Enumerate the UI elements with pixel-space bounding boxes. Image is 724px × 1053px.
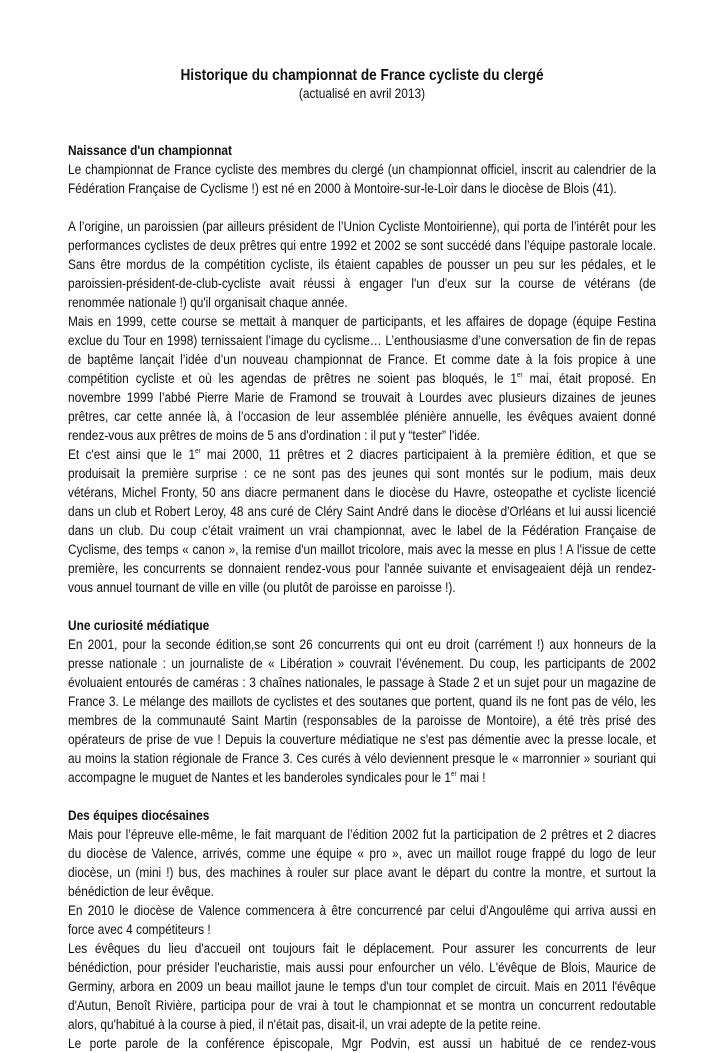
text-line [68, 711, 656, 730]
text-line [68, 179, 656, 198]
text-line-content: dans un club. Du coup c'était vraiment un vrai championnat, avec le label de la Fédération Française de [68, 523, 657, 538]
section [68, 141, 656, 597]
text-line [68, 407, 656, 426]
text-line-content: du diocèse de Valence, arrivés, comme une équipe « pro », avec un maillot rouge frappé du logo de leur [68, 846, 657, 861]
text-line-content: vous annuel tournant de ville en ville (ou plutôt de paroisse en paroisse !). [68, 580, 456, 595]
text-line [68, 673, 656, 692]
text-line [68, 635, 656, 654]
text-line [68, 217, 656, 236]
text-line [68, 882, 656, 901]
paragraph [68, 312, 656, 445]
text-line-content: A l’origine, un paroissien (par ailleurs président de l’Union Cycliste Montoirienne), qui porta de l’intérêt pour les [68, 219, 657, 234]
text-line [68, 1015, 656, 1034]
text-line-content: produisait la première surprise : ce ne sont pas des jeunes qui sont montés sur le podium, mais deux [68, 466, 656, 481]
section-heading: Des équipes diocésaines [68, 808, 210, 823]
text-line-content: d'Autun, Benoît Rivière, participa pour de vrai à tout le championnat et se montra un concurrent redoutable [68, 998, 657, 1013]
text-line-content: renommée nationale !) qu'il organisait chaque année. [68, 295, 348, 310]
text-line [68, 920, 656, 939]
text-line-content: accompagne le muguet de Nantes et les banderoles syndicales pour le 1er mai ! [68, 770, 486, 785]
text-line [68, 958, 656, 977]
text-line [68, 540, 656, 559]
paragraph [68, 825, 656, 901]
text-line [68, 863, 656, 882]
paragraph [68, 901, 656, 939]
paragraph [68, 217, 656, 312]
text-line-content: prêtres, car cette année là, à l’occasion de leur assemblée plénière annuelle, les évêques avaient donné [68, 409, 657, 424]
superscript: er [451, 771, 457, 778]
text-line-content: Mais pour l’épreuve elle-même, le fait marquant de l’édition 2002 fut la participation de 2 prêtres et 2 diacres [68, 827, 657, 842]
text-line [68, 521, 656, 540]
text-line [68, 255, 656, 274]
text-line [68, 939, 656, 958]
text-line-content: bénédiction, pour présider l'eucharistie, mais aussi pour enfourcher un vélo. L'évêque de Blois, Maurice de [68, 960, 656, 975]
text-line-content: opérateurs de prise de vue ! Depuis la couverture médiatique ne s'est pas démentie avec la presse locale, et [68, 732, 657, 747]
text-line-content: Et c'est ainsi que le 1er mai 2000, 11 prêtres et 2 diacres participaient à la première édition, et que se [68, 447, 657, 462]
section-heading: Naissance d'un championnat [68, 143, 232, 158]
text-line [68, 464, 656, 483]
text-line [68, 768, 656, 787]
text-line [68, 445, 656, 464]
spacer [68, 103, 656, 141]
text-line [68, 825, 656, 844]
paragraph [68, 1034, 656, 1053]
text-line-content: Mais en 1999, cette course se mettait à manquer de participants, et les affaires de dopage (équipe Festina [68, 314, 656, 329]
text-line [68, 483, 656, 502]
spacer [68, 198, 656, 217]
section [68, 787, 656, 1053]
text-line [68, 559, 656, 578]
paragraph [68, 445, 656, 597]
text-line-content: vétérans, Michel Fronty, 50 ans diacre permanent dans le diocèse du Havre, osteopathe et cycliste licencié [68, 485, 657, 500]
text-line-content: France 3. Le mélange des maillots de cyclistes et des soutanes que portent, quand ils ne font pas de vélo, les [68, 694, 657, 709]
document-body [68, 141, 656, 1053]
text-line [68, 996, 656, 1015]
text-line [68, 977, 656, 996]
text-line-content: dans un club et Robert Leroy, 48 ans curé de Cléry Saint André dans le diocèse d'Orléans et lui aussi licencié [68, 504, 657, 519]
text-line [68, 844, 656, 863]
text-line [68, 293, 656, 312]
text-line [68, 502, 656, 521]
text-line [68, 654, 656, 673]
paragraph [68, 160, 656, 198]
text-line [68, 901, 656, 920]
document-page [68, 66, 656, 1053]
text-line-content: membres de la communauté Saint Martin (responsables de la paroisse de Montoire), a été très prisé des [68, 713, 657, 728]
text-line-content: presse nationale : un journaliste de « Libération » couvrait l’événement. Du coup, les participants de 2002 [68, 656, 656, 671]
text-line-content: exclue du Tour en 1998) ternissaient l’image du cyclisme… L’enthousiasme d’une conversation de fin de repas [68, 333, 657, 348]
text-line [68, 388, 656, 407]
text-line-content: Les évêques du lieu d'accueil ont toujours fait le déplacement. Pour assurer les concurrents de leur [68, 941, 657, 956]
text-line-content: Germiny, arbora en 2009 un beau maillot jaune le temps d'un tour complet de circuit. Mais en 2011 l'évêque [68, 979, 656, 994]
text-line-content: performances cyclistes de deux prêtres qui entre 1992 et 2002 se sont succédé dans l’équipe pastorale locale. [68, 238, 657, 253]
text-line-content: évoluaient entourés de caméras : 3 chaînes nationales, le passage à Stade 2 et un sujet pour un magazine de [68, 675, 656, 690]
text-line-content: bénédiction de leur évêque. [68, 884, 214, 899]
page-title: Historique du championnat de France cycliste du clergé [180, 67, 544, 84]
paragraph [68, 635, 656, 787]
superscript: er [195, 448, 201, 455]
text-line [68, 426, 656, 445]
text-line [68, 692, 656, 711]
spacer [68, 597, 656, 616]
section [68, 597, 656, 787]
text-line-content: diocèse, un (mini !) bus, des machines à rouler sur place avant le départ du contre la montre, et surtout la [68, 865, 657, 880]
page-subtitle: (actualisé en avril 2013) [298, 86, 426, 101]
text-line [68, 730, 656, 749]
text-line-content: compétition cycliste et où les agendas de prêtres ne soient pas bloqués, le 1er mai, était proposé. En [68, 371, 657, 386]
text-line-content: Le porte parole de la conférence épiscopale, Mgr Podvin, est aussi un habitué de ce rendez-vous [68, 1036, 656, 1051]
text-line-content: Sans être mordus de la compétition cycliste, ils étaient capables de pousser un peu sur les pédales, et le [68, 257, 657, 272]
text-line-content: En 2001, pour la seconde édition,se sont 26 concurrents qui ont eu droit (carrément !) aux honneurs de la [68, 637, 657, 652]
section-heading: Une curiosité médiatique [68, 618, 210, 633]
text-line-content: alors, qu'habitué à la course à pied, il n'était pas, disait-il, un vrai adepte de la petite reine. [68, 1017, 541, 1032]
text-line-content: Cyclisme, des temps « canon », la remise d'un maillot tricolore, mais avec la messe en plus ! A l'issue de cette [68, 542, 657, 557]
paragraph [68, 939, 656, 1034]
superscript: er [517, 372, 523, 379]
text-line-content: En 2010 le diocèse de Valence commencera à être concurrencé par celui d'Angoulême qui arriva aussi en [68, 903, 657, 918]
text-line-content: Fédération Française de Cyclisme !) est né en 2000 à Montoire-sur-le-Loir dans le diocèse de Blois (41). [68, 181, 617, 196]
text-line-content: rendez-vous aux prêtres de moins de 5 ans d'ordination : il put y “tester” l'idée. [68, 428, 480, 443]
text-line-content: première, les concurrents se donnaient rendez-vous pour l'année suivante et envisageaient déjà un rendez- [68, 561, 657, 576]
spacer [68, 787, 656, 806]
text-line [68, 236, 656, 255]
text-line [68, 350, 656, 369]
text-line-content: novembre 1999 l’abbé Pierre Marie de Framond se trouvait à Lourdes avec plusieurs dizaines de jeunes [68, 390, 657, 405]
text-line [68, 578, 656, 597]
text-line [68, 1034, 656, 1053]
text-line-content: Le championnat de France cycliste des membres du clergé (un championnat officiel, inscrit au calendrier de la [68, 162, 657, 177]
text-line [68, 331, 656, 350]
text-line-content: force avec 4 compétiteurs ! [68, 922, 211, 937]
text-line [68, 160, 656, 179]
text-line [68, 312, 656, 331]
text-line-content: de baptême lançait l’idée d’un nouveau championnat de France. Et comme date à la fois propice à une [68, 352, 657, 367]
text-line [68, 274, 656, 293]
text-line-content: au moins la station régionale de France 3. Ces curés à vélo deviennent presque le « marronnier » souriant qui [68, 751, 656, 766]
text-line [68, 749, 656, 768]
text-line [68, 369, 656, 388]
text-line-content: paroissien-président-de-club-cycliste avait réussi à engager l'un d'eux sur la course de vétérans (de [68, 276, 657, 291]
